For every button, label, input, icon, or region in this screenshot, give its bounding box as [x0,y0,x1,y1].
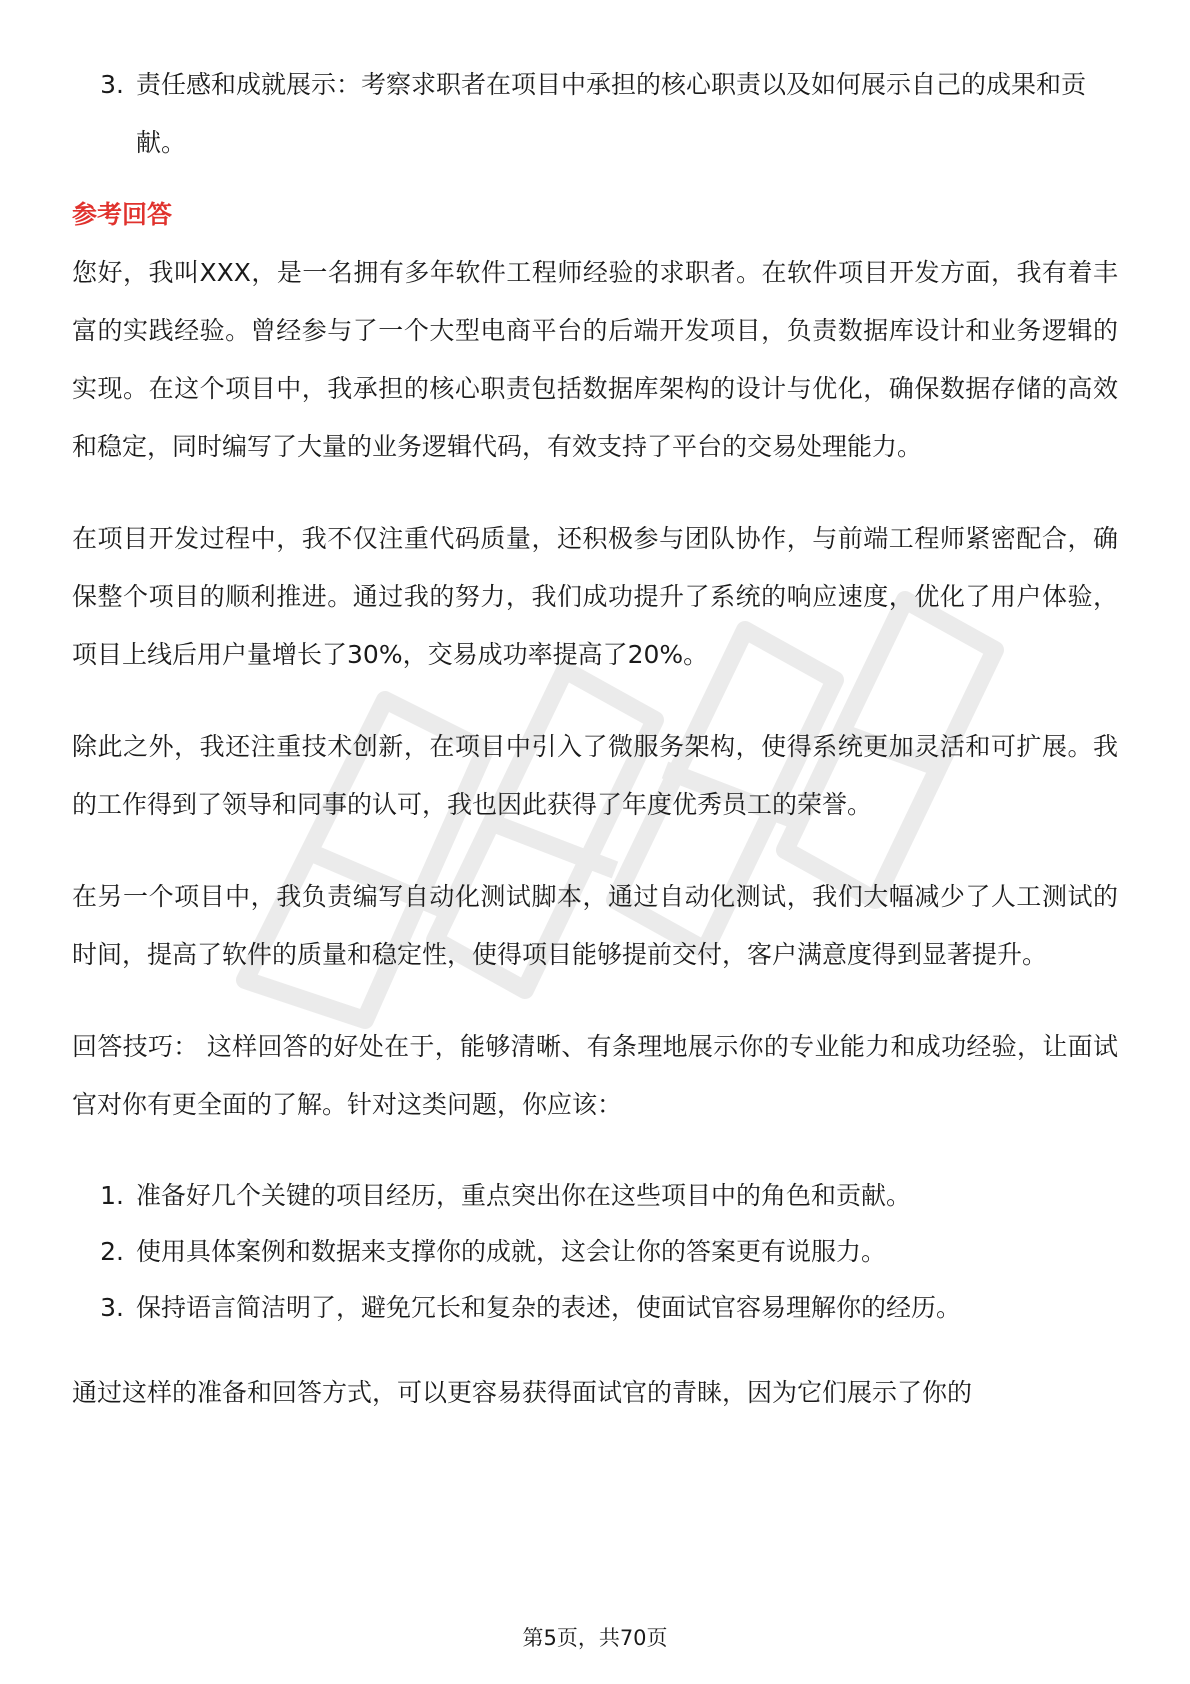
list-text: 责任感和成就展示：考察求职者在项目中承担的核心职责以及如何展示自己的成果和贡献。 [136,70,1087,157]
list-item [72,1224,1118,1280]
paragraph: 除此之外，我还注重技术创新，在项目中引入了微服务架构，使得系统更加灵活和可扩展。我的工作得到了领导和同事的认可，我也因此获得了年度优秀员工的荣誉。 [72,732,1118,819]
paragraph: 您好，我叫XXX，是一名拥有多年软件工程师经验的求职者。在软件项目开发方面，我有着丰富的实践经验。曾经参与了一个大型电商平台的后端开发项目，负责数据库设计和业务逻辑的实现。在这个项目中，我承担的核心职责包括数据库架构的设计与优化，确保数据存储的高效和稳定，同时编写了大量的业务逻辑代码，有效支持了平台的交易处理能力。 [72,258,1118,461]
page-number-footer: 第5页，共70页 [522,1626,668,1650]
paragraph: 在项目开发过程中，我不仅注重代码质量，还积极参与团队协作，与前端工程师紧密配合，确保整个项目的顺利推进。通过我的努力，我们成功提升了系统的响应速度，优化了用户体验，项目上线后用户量增长了30%，交易成功率提高了20%。 [72,524,1118,669]
paragraph: 在另一个项目中，我负责编写自动化测试脚本，通过自动化测试，我们大幅减少了人工测试的时间，提高了软件的质量和稳定性，使得项目能够提前交付，客户满意度得到显著提升。 [72,882,1118,969]
closing-paragraph: 通过这样的准备和回答方式，可以更容易获得面试官的青睐，因为它们展示了你的 [72,1378,973,1407]
section-heading: 参考回答 [72,200,173,229]
list-number: 3. [100,1293,124,1322]
list-text: 使用具体案例和数据来支撑你的成就，这会让你的答案更有说服力。 [136,1237,887,1266]
list-item [72,1280,1118,1336]
criteria-item [72,56,1118,172]
list-item [72,1168,1118,1224]
document-page [72,56,1118,1456]
list-number: 1. [100,1181,124,1210]
list-number: 2. [100,1237,124,1266]
tips-list [72,1168,1118,1336]
tips-intro-paragraph: 回答技巧： 这样回答的好处在于，能够清晰、有条理地展示你的专业能力和成功经验，让面试官对你有更全面的了解。针对这类问题，你应该： [72,1032,1118,1119]
list-number: 3. [100,70,124,99]
list-text: 保持语言简洁明了，避免冗长和复杂的表述，使面试官容易理解你的经历。 [136,1293,962,1322]
list-text: 准备好几个关键的项目经历，重点突出你在这些项目中的角色和贡献。 [136,1181,912,1210]
